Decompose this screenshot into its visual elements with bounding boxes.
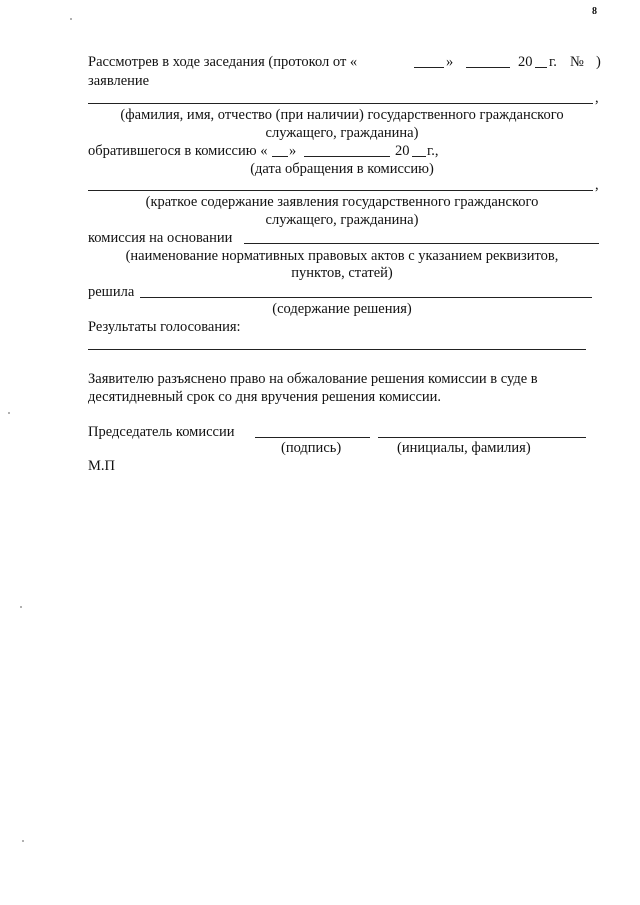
scan-speck	[22, 840, 24, 842]
page-number: 8	[592, 6, 597, 17]
applied-line-lead: обратившегося в комиссию «	[88, 143, 268, 159]
caption-signature: (подпись)	[281, 440, 342, 456]
seal-label: М.П	[88, 458, 115, 474]
fio-blank-line	[88, 103, 593, 104]
summary-comma: ,	[595, 177, 599, 193]
protocol-number-sign: №	[570, 54, 584, 70]
voting-blank-line	[88, 349, 586, 350]
protocol-year-prefix: 20	[518, 54, 533, 70]
caption-fio-line2: служащего, гражданина)	[265, 125, 419, 141]
protocol-month-blank	[466, 67, 510, 68]
protocol-paren-close: )	[596, 54, 601, 70]
caption-fio-line1: (фамилия, имя, отчество (при наличии) государственного гражданского	[120, 107, 564, 123]
decision-blank-line	[140, 297, 592, 298]
scan-speck	[20, 606, 22, 608]
signature-blank-line	[255, 437, 370, 438]
caption-acts-line2: пунктов, статей)	[291, 265, 393, 281]
protocol-line-lead: Рассмотрев в ходе заседания (протокол от «	[88, 54, 358, 70]
chairman-label: Председатель комиссии	[88, 424, 235, 440]
applied-year-suffix: г.,	[427, 143, 439, 159]
protocol-year-blank	[535, 67, 547, 68]
basis-blank-line	[244, 243, 599, 244]
caption-acts-line1: (наименование нормативных правовых актов с указанием реквизитов,	[125, 248, 559, 264]
protocol-quote-close: »	[446, 54, 454, 70]
applied-month-blank	[304, 156, 390, 157]
caption-initials: (инициалы, фамилия)	[397, 440, 531, 456]
appeal-line1: Заявителю разъяснено право на обжалование решения комиссии в суде в	[88, 371, 538, 387]
protocol-day-blank	[414, 67, 444, 68]
voting-label: Результаты голосования:	[88, 319, 241, 335]
applied-day-blank	[272, 156, 288, 157]
appeal-line2: десятидневный срок со дня вручения решения комиссии.	[88, 389, 442, 405]
decided-label: решила	[88, 284, 135, 300]
basis-label: комиссия на основании	[88, 230, 233, 246]
protocol-year-suffix: г.	[549, 54, 557, 70]
scan-speck	[8, 412, 10, 414]
scan-speck	[70, 18, 72, 20]
summary-blank-line	[88, 190, 593, 191]
statement-word: заявление	[88, 73, 150, 89]
caption-summary-line2: служащего, гражданина)	[265, 212, 419, 228]
initials-blank-line	[378, 437, 586, 438]
caption-decision: (содержание решения)	[272, 301, 412, 317]
applied-quote-close: »	[289, 143, 297, 159]
applied-year-prefix: 20	[395, 143, 410, 159]
caption-summary-line1: (краткое содержание заявления государственного гражданского	[145, 194, 539, 210]
applied-year-blank	[412, 156, 426, 157]
caption-date: (дата обращения в комиссию)	[250, 161, 434, 177]
fio-comma: ,	[595, 90, 599, 106]
